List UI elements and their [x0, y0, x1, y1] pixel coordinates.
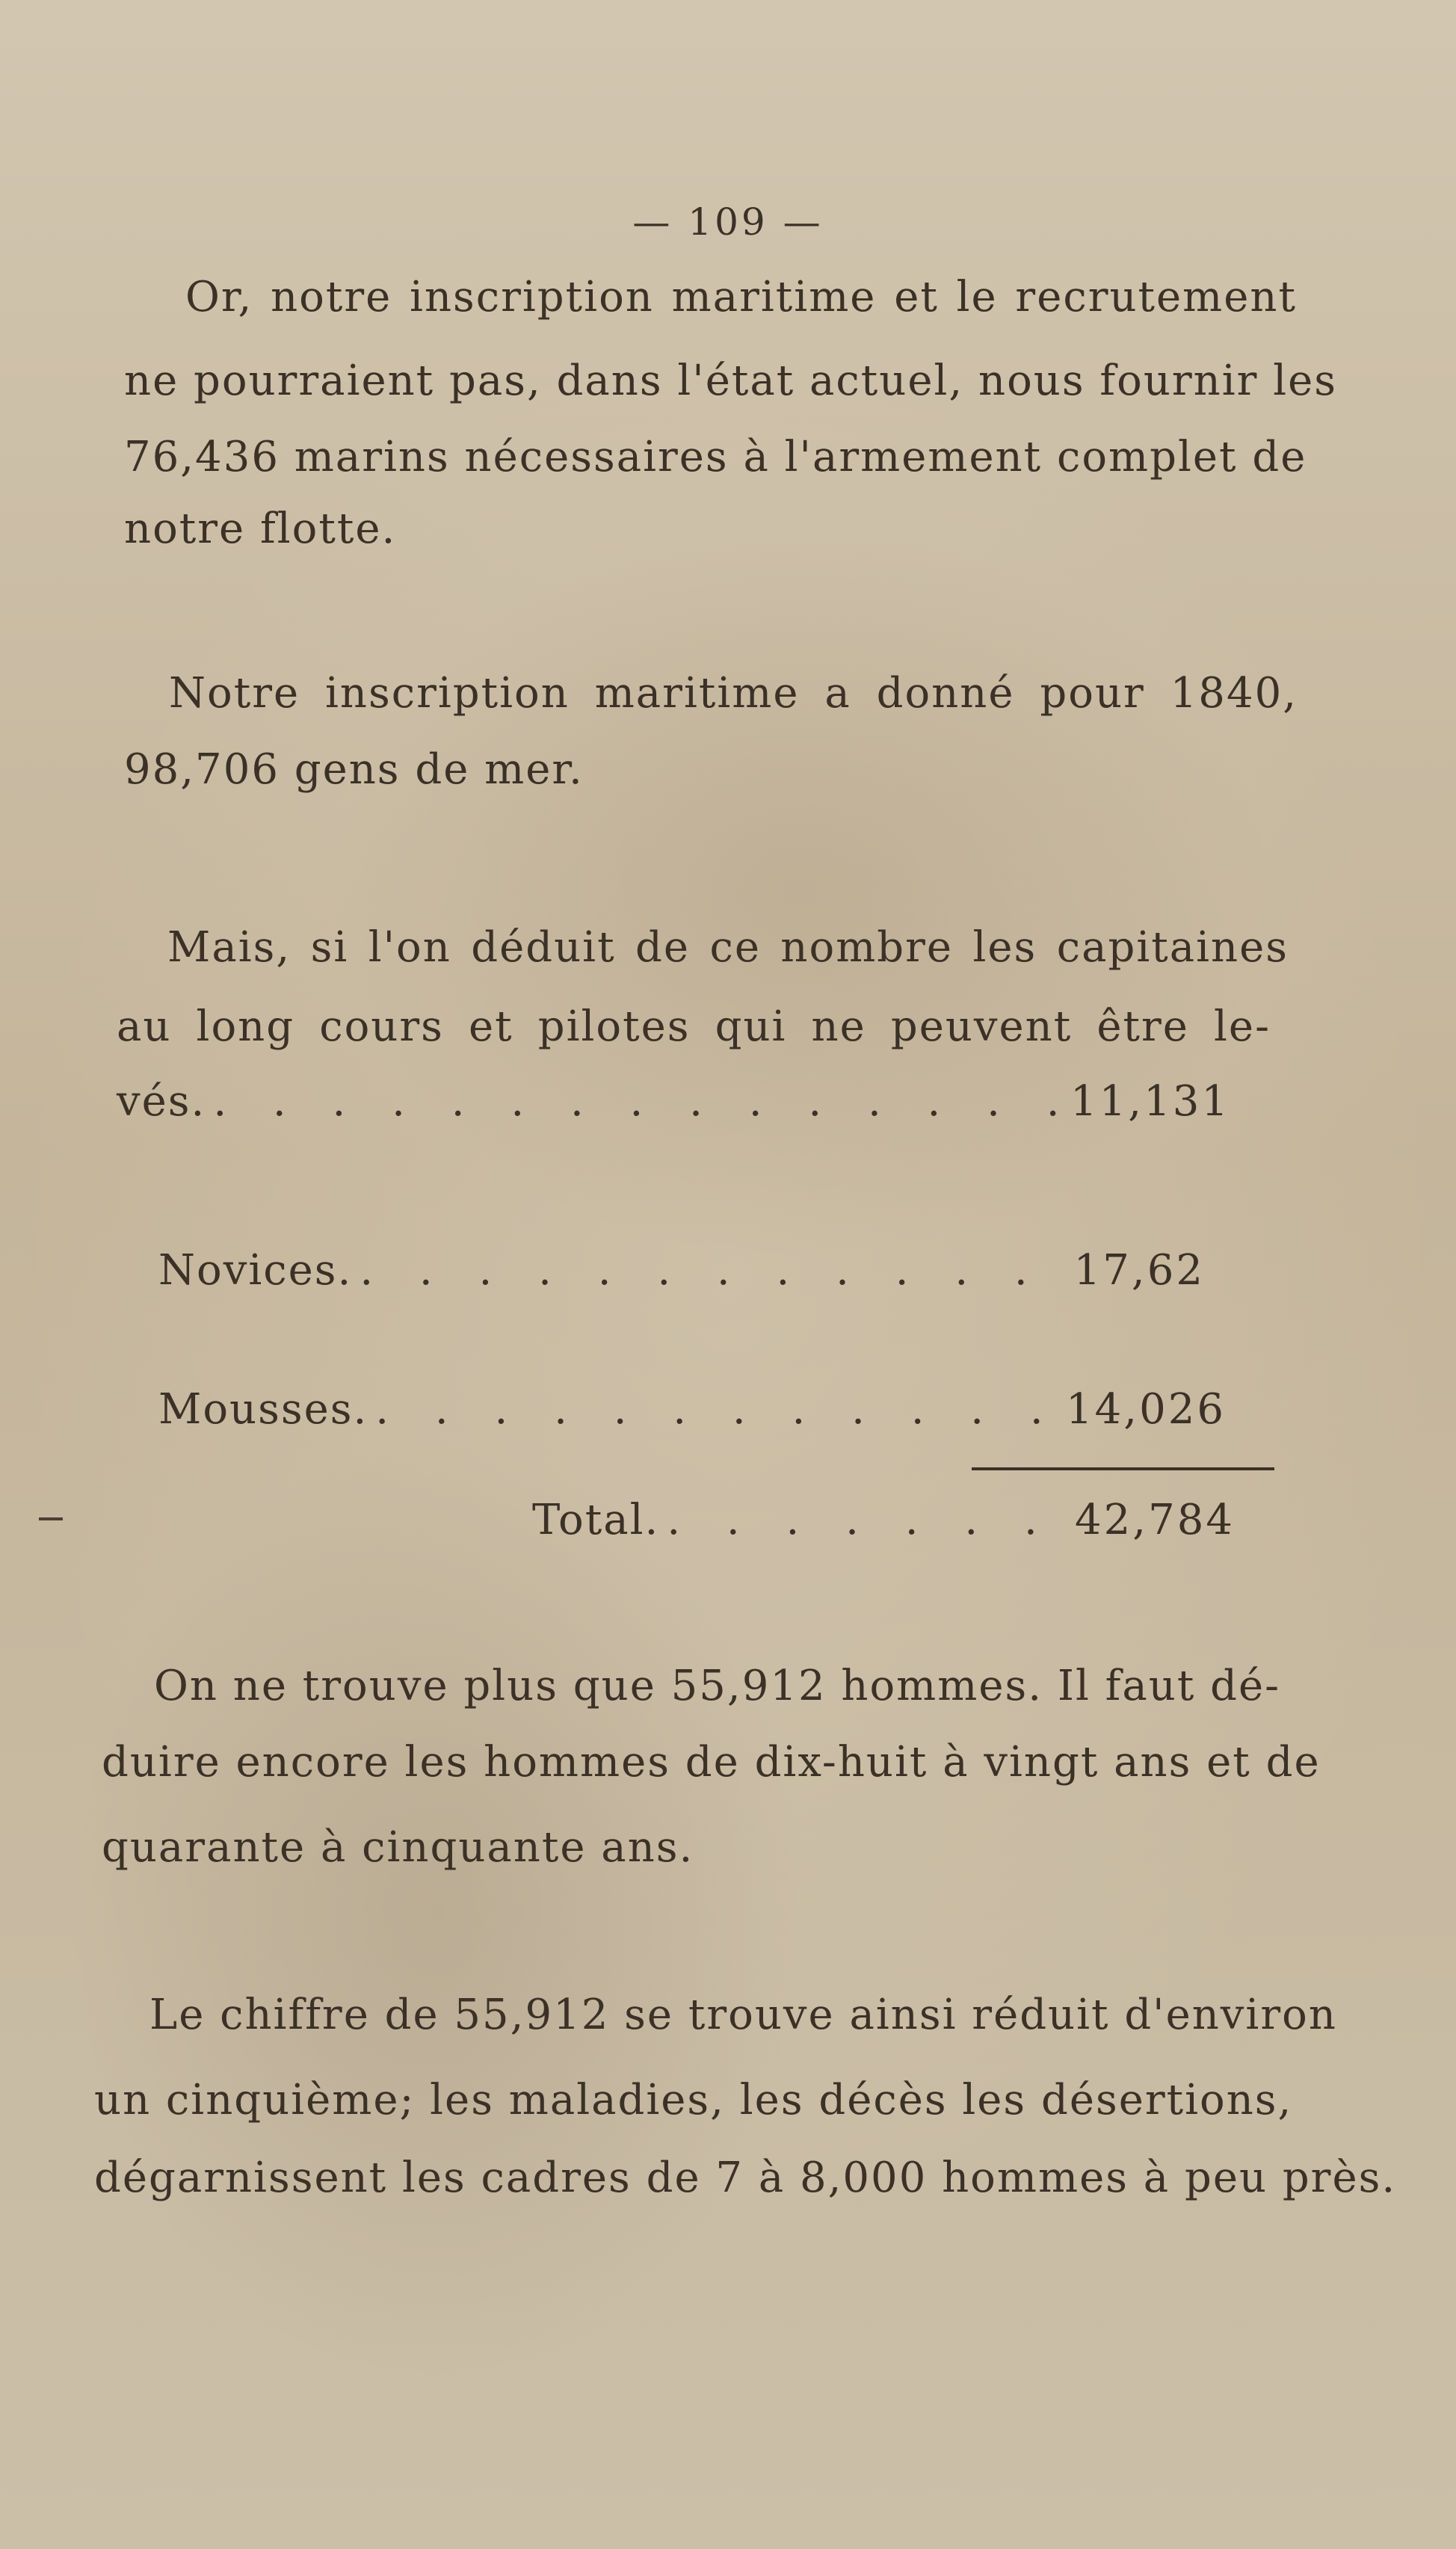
- row-label: Mousses.: [158, 1385, 368, 1434]
- text-line: [124, 505, 397, 553]
- margin-mark: [39, 1517, 63, 1520]
- text-line: [149, 1991, 1337, 2039]
- total-rule: [972, 1467, 1274, 1470]
- table-row: [117, 1077, 1230, 1126]
- text-line-content: Mais, si l'on déduit de ce nombre les capitaines: [167, 923, 1289, 972]
- text-line: [124, 357, 1338, 405]
- text-line-content: dégarnissent les cadres de 7 à 8,000 hommes à peu près.: [94, 2154, 1397, 2202]
- text-line-content: 98,706 gens de mer.: [124, 745, 584, 794]
- text-line-content: Or, notre inscription maritime et le recrutement: [185, 273, 1297, 321]
- text-line: [124, 745, 584, 794]
- row-value: 17,62: [1073, 1246, 1205, 1295]
- total-label: Total.: [532, 1496, 660, 1544]
- dot-leader: [213, 1081, 1063, 1123]
- text-line: [169, 669, 1298, 718]
- text-line-content: Le chiffre de 55,912 se trouve ainsi réduit d'environ: [149, 1991, 1337, 2039]
- text-line: [102, 1738, 1321, 1787]
- text-line: [94, 2076, 1293, 2124]
- row-label: vés.: [117, 1077, 206, 1126]
- dot-leader: [360, 1250, 1066, 1292]
- row-value: 11,131: [1070, 1077, 1230, 1126]
- text-line-content: notre flotte.: [124, 505, 397, 553]
- text-line: [185, 273, 1297, 321]
- text-line: [94, 2154, 1397, 2202]
- dot-leader: [375, 1389, 1058, 1431]
- row-label: Novices.: [158, 1246, 353, 1295]
- dot-leader: [667, 1499, 1067, 1541]
- text-line: [154, 1662, 1281, 1710]
- text-line: [117, 1002, 1271, 1051]
- text-line-content: un cinquième; les maladies, les décès les désertions,: [94, 2076, 1293, 2124]
- row-value: 14,026: [1066, 1385, 1226, 1434]
- table-row: [158, 1385, 1226, 1434]
- total-row: [532, 1496, 1235, 1544]
- text-line-content: 76,436 marins nécessaires à l'armement complet de: [124, 433, 1307, 481]
- table-row: [158, 1246, 1205, 1295]
- text-line: [124, 433, 1307, 481]
- total-value: 42,784: [1075, 1496, 1235, 1544]
- text-line-content: quarante à cinquante ans.: [102, 1823, 694, 1872]
- text-line-content: On ne trouve plus que 55,912 hommes. Il faut dé-: [154, 1662, 1281, 1710]
- text-line-content: au long cours et pilotes qui ne peuvent être le-: [117, 1002, 1271, 1051]
- text-line-content: Notre inscription maritime a donné pour 1840,: [169, 669, 1298, 718]
- page-number: — 109 —: [632, 200, 824, 244]
- text-line-content: duire encore les hommes de dix-huit à vingt ans et de: [102, 1738, 1321, 1787]
- text-line: [167, 923, 1289, 972]
- text-line-content: ne pourraient pas, dans l'état actuel, nous fournir les: [124, 357, 1338, 405]
- text-line: [102, 1823, 694, 1872]
